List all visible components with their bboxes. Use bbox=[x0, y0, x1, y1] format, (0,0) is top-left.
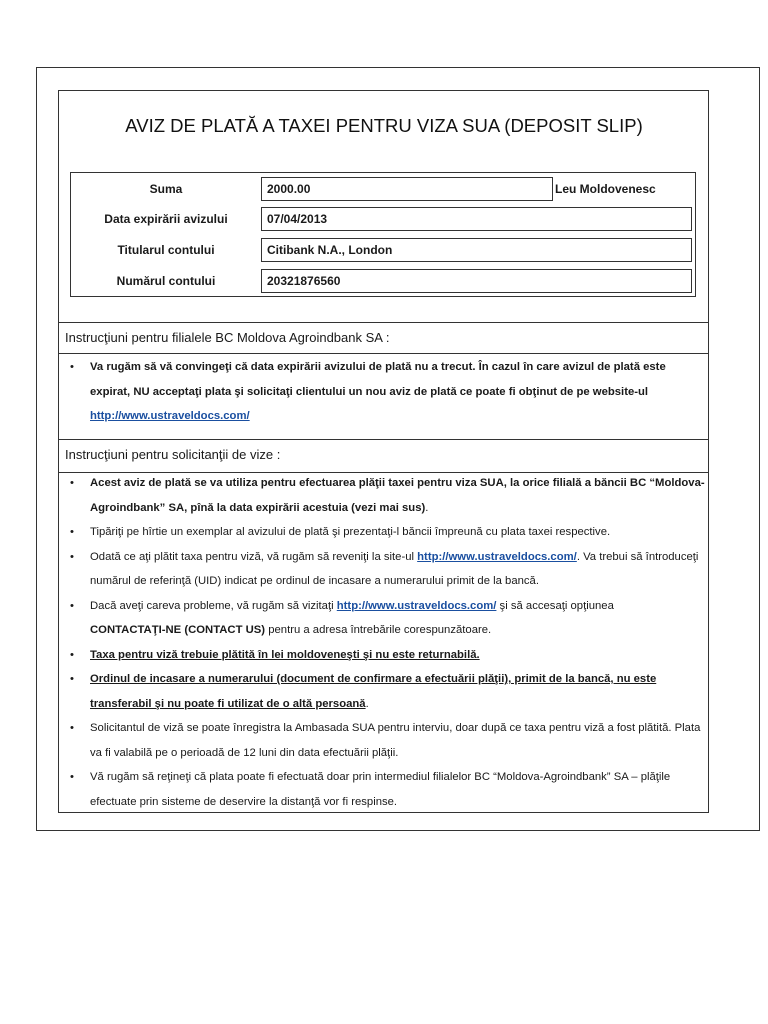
list-item bbox=[60, 716, 705, 765]
row-titular bbox=[71, 236, 695, 264]
item-text-end: pentru a adresa întrebările corespunzătoare. bbox=[265, 624, 492, 636]
branches-item-text: Va rugăm să vă convingeţi că data expirării avizului de plată nu a trecut. În cazul în care avizul de plată este expirat, NU acceptaţi plata şi solicitaţi clientului un nou aviz de plată ce poate fi obţinut de pe website-ul bbox=[90, 361, 666, 398]
bullet-icon: • bbox=[70, 550, 74, 563]
bullet-icon: • bbox=[70, 722, 74, 734]
bullet-icon: • bbox=[70, 526, 74, 538]
row-data-expirarii bbox=[71, 205, 695, 233]
titular-label: Titularul contului bbox=[117, 243, 215, 257]
item-text-cont: . Va trebui să întroduceţi numărul de referinţă (UID) indicat pe ordinul de incasare a numerarului primit de la bancă. bbox=[90, 550, 699, 587]
list-item bbox=[60, 520, 705, 545]
list-item bbox=[60, 471, 705, 520]
item-text: Acest aviz de plată se va utiliza pentru efectuarea plăţii taxei pentru viza SUA, la orice filială a băncii BC “Moldova-Agroindbank” SA, pînă la data expirării acestuia (vezi mai sus) bbox=[90, 477, 705, 514]
divider bbox=[58, 353, 709, 354]
payment-form bbox=[70, 172, 696, 297]
ustraveldocs-link[interactable]: http://www.ustraveldocs.com/ bbox=[336, 599, 497, 612]
list-item bbox=[60, 643, 705, 668]
applicants-list bbox=[60, 471, 705, 814]
item-text: Dacă aveţi careva probleme, vă rugăm să vizitaţi bbox=[90, 599, 334, 612]
ustraveldocs-link[interactable]: http://www.ustraveldocs.com/ bbox=[90, 410, 250, 422]
suma-field[interactable]: 2000.00 bbox=[261, 177, 553, 201]
list-item bbox=[60, 355, 705, 429]
item-text: Solicitantul de viză se poate înregistra la Ambasada SUA pentru interviu, doar după ce taxa pentru viză a fost plătită. Plata va fi valabilă pe o perioadă de 12 luni din data efectuării plăţii. bbox=[90, 722, 701, 759]
item-text-end: . bbox=[365, 697, 369, 710]
item-text: Tipăriţi pe hîrtie un exemplar al avizului de plată şi prezentaţi-l băncii împreună cu plata taxei respective. bbox=[90, 526, 611, 538]
bullet-icon: • bbox=[70, 599, 74, 612]
item-text: Odată ce aţi plătit taxa pentru viză, vă rugăm să reveniţi la site-ul bbox=[90, 550, 415, 563]
titular-field[interactable]: Citibank N.A., London bbox=[261, 238, 692, 262]
bullet-icon: • bbox=[70, 361, 74, 373]
list-item bbox=[60, 765, 705, 814]
contact-us-text: CONTACTAŢI-NE (CONTACT US) bbox=[90, 624, 266, 636]
data-field[interactable]: 07/04/2013 bbox=[261, 207, 692, 231]
branches-list bbox=[60, 355, 705, 429]
numar-field[interactable]: 20321876560 bbox=[261, 269, 692, 293]
numar-label: Numărul contului bbox=[116, 274, 216, 288]
list-item bbox=[60, 594, 705, 643]
suma-unit: Leu Moldovenesc bbox=[555, 182, 656, 196]
applicants-heading: Instrucţiuni pentru solicitanţii de vize : bbox=[65, 447, 281, 462]
ustraveldocs-link[interactable]: http://www.ustraveldocs.com/ bbox=[417, 550, 577, 563]
bullet-icon: • bbox=[70, 477, 74, 489]
item-text: Taxa pentru viză trebuie plătită în lei moldoveneşti şi nu este returnabilă. bbox=[90, 648, 480, 661]
bullet-icon: • bbox=[70, 648, 74, 661]
item-text-end: . bbox=[425, 501, 429, 514]
item-text: Vă rugăm să reţineţi că plata poate fi efectuată doar prin intermediul filialelor BC “Moldova-Agroindbank” SA – plăţile efectuate prin sisteme de deservire la distanţă vor fi respinse. bbox=[90, 771, 671, 808]
row-suma bbox=[71, 175, 695, 203]
item-text: Ordinul de incasare a numerarului (document de confirmare a efectuării plăţii), primit de la bancă, nu este transferabil şi nu poate fi utilizat de o altă persoană bbox=[90, 673, 657, 710]
divider bbox=[58, 322, 709, 323]
row-numar bbox=[71, 267, 695, 295]
document-title: AVIZ DE PLATĂ A TAXEI PENTRU VIZA SUA (DEPOSIT SLIP) bbox=[125, 115, 643, 136]
bullet-icon: • bbox=[70, 771, 74, 783]
list-item bbox=[60, 667, 705, 716]
suma-label: Suma bbox=[149, 182, 183, 196]
list-item bbox=[60, 545, 705, 594]
divider bbox=[58, 439, 709, 440]
bullet-icon: • bbox=[70, 673, 74, 685]
data-label: Data expirării avizului bbox=[104, 212, 228, 226]
item-text-cont: şi să accesaţi opţiunea bbox=[496, 599, 614, 612]
branches-heading: Instrucţiuni pentru filialele BC Moldova Agroindbank SA : bbox=[65, 330, 390, 345]
